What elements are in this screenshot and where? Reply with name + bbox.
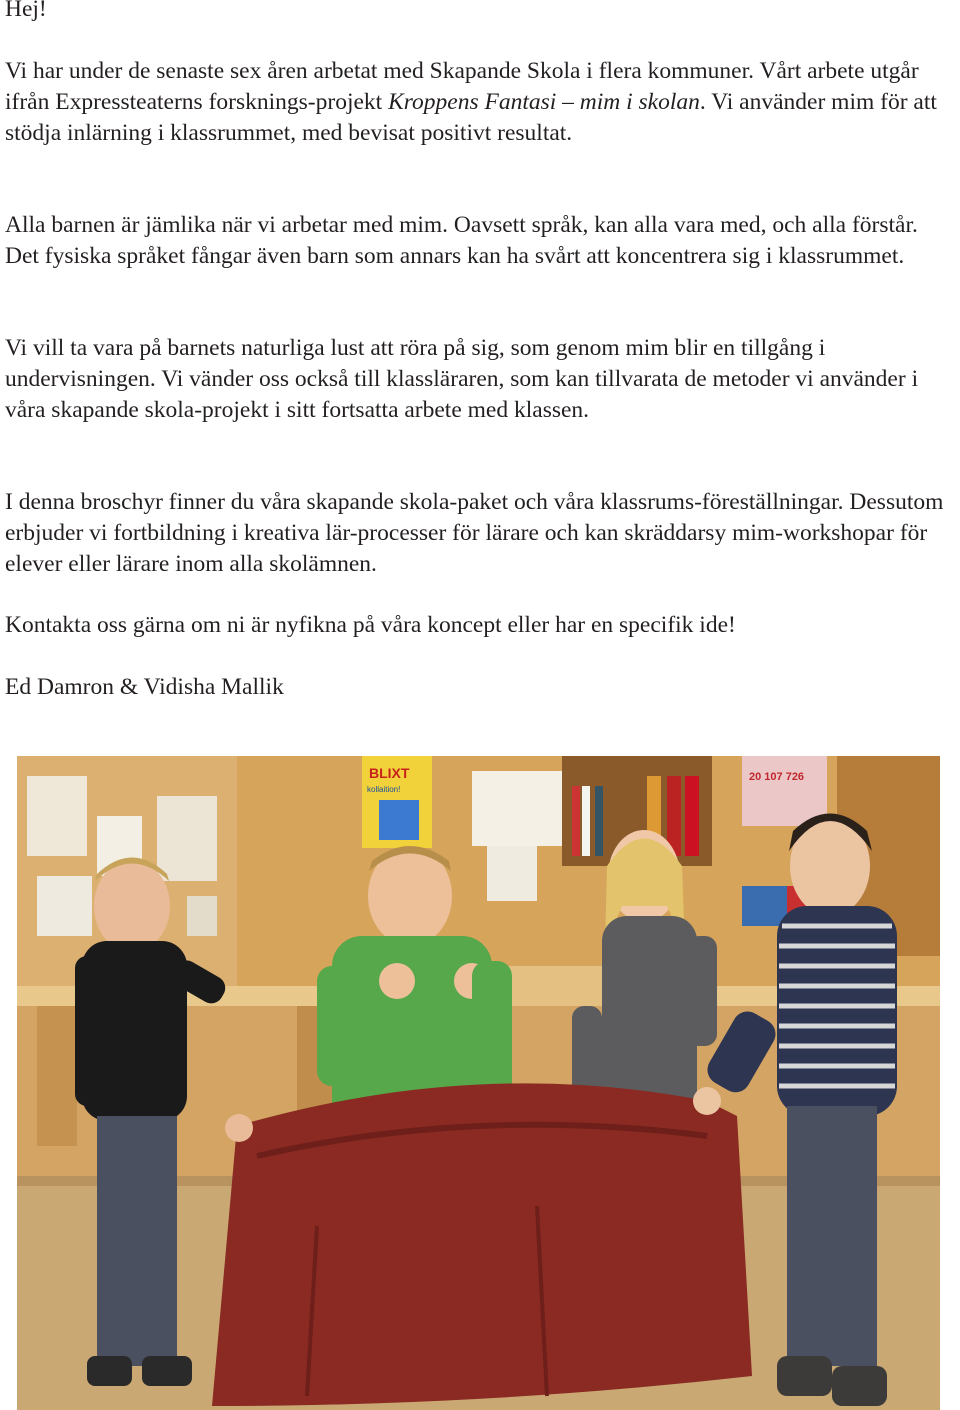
poster-title: BLIXT [369, 765, 410, 781]
equality-paragraph: Alla barnen är jämlika när vi arbetar med mim. Oavsett språk, kan alla vara med, och alla förstår. Det fysiska språket fångar även barn som annars kan ha svårt att koncentrera sig i klassrummet. [5, 212, 918, 269]
signature: Ed Damron & Vidisha Mallik [5, 674, 284, 700]
classroom-photo [17, 756, 940, 1410]
number-sign [742, 756, 827, 826]
greeting: Hej! [5, 0, 47, 22]
blixt-poster [362, 756, 432, 848]
brochure-paragraph: I denna broschyr finner du våra skapande skola-paket och våra klassrums-föreställningar. Dessutom erbjuder vi fortbildning i kreativa lär-processer för lärare och kan skräddarsy mim-workshopar för elever eller lärare inom alla skolämnen. [5, 489, 944, 577]
contact-paragraph: Kontakta oss gärna om ni är nyfikna på våra koncept eller har en specifik ide! [5, 612, 736, 638]
project-title: Kroppens Fantasi – mim i skolan [388, 89, 700, 115]
movement-paragraph: Vi vill ta vara på barnets naturliga lust att röra på sig, som genom mim blir en tillgång i undervisningen. Vi vänder oss också till klassläraren, som kan tillvarata de metoder vi använder i våra skapande skola-projekt i sitt fortsatta arbete med klassen. [5, 335, 919, 423]
intro-text: Vi har under de senaste sex åren arbetat med Skapande Skola i flera kommuner. Vårt arbete utgår ifrån Expressteaterns forsknings-projekt [5, 58, 919, 115]
intro-paragraph [5, 56, 955, 149]
poster-subtitle: kollaition! [367, 785, 401, 794]
intro-text-end: . Vi använder mim för att stödja inlärning i klassrummet, med bevisat positivt resultat. [5, 89, 937, 146]
sign-number: 20 107 726 [749, 771, 805, 783]
